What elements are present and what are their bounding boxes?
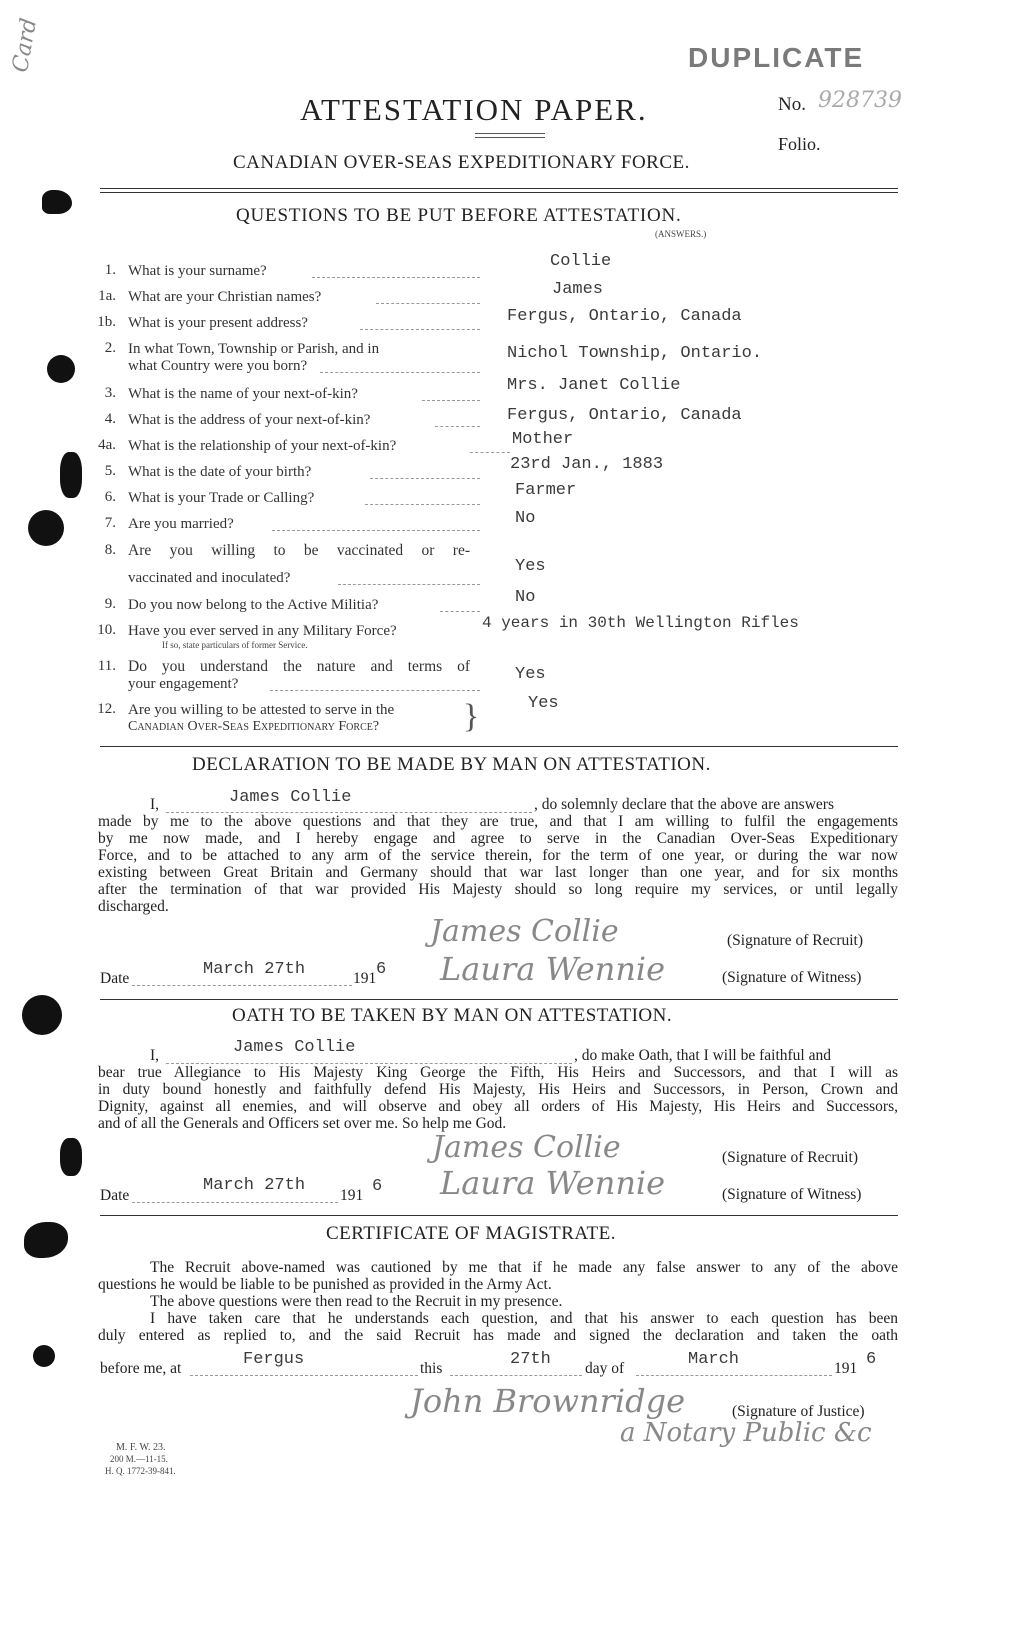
question-number: 3. xyxy=(104,385,116,401)
question-text: Are you married? xyxy=(128,516,234,532)
declaration-line: by me now made, and I hereby engage and agree to serve in the Canadian Over-Seas Expeditionary xyxy=(98,830,898,847)
leader-line xyxy=(470,452,510,453)
question-number: 1. xyxy=(104,262,116,278)
date-line xyxy=(132,985,352,986)
answer-text: Collie xyxy=(550,252,612,271)
page-title: ATTESTATION PAPER. xyxy=(300,92,648,127)
question-text-cont: Canadian Over-Seas Expeditionary Force? xyxy=(128,719,380,734)
punch-hole xyxy=(22,995,62,1035)
justice-signature: John Brownridge xyxy=(410,1382,685,1420)
question-number: 7. xyxy=(104,515,116,531)
leader-line xyxy=(422,400,480,401)
leader-line xyxy=(270,690,480,691)
question-number: 9. xyxy=(104,596,116,612)
place-value: Fergus xyxy=(243,1350,305,1369)
margin-note: Card xyxy=(8,16,43,75)
month-value: March xyxy=(688,1350,740,1369)
declaration-name: James Collie xyxy=(229,788,352,807)
answer-text: James xyxy=(552,280,604,299)
number-value: 928739 xyxy=(818,88,902,113)
question-text: In what Town, Township or Parish, and in xyxy=(128,341,380,357)
date-value: March 27th xyxy=(203,960,306,979)
question-number: 4. xyxy=(104,411,116,427)
question-text: What are your Christian names? xyxy=(128,289,322,305)
answer-text: 4 years in 30th Wellington Rifles xyxy=(482,614,799,632)
answer-text: Mrs. Janet Collie xyxy=(507,376,681,395)
section-divider xyxy=(100,1215,898,1216)
witness-signature: Laura Wennie xyxy=(440,1164,666,1202)
recruit-signature: James Collie xyxy=(430,914,619,949)
certificate-text: The Recruit above-named was cautioned by me that if he made any false answer to any of the above xyxy=(150,1259,898,1276)
justice-signature-label: (Signature of Justice) xyxy=(732,1403,865,1420)
day-line xyxy=(450,1375,582,1376)
answer-text: 23rd Jan., 1883 xyxy=(510,455,664,474)
year-digit: 6 xyxy=(376,960,387,979)
question-text: What is your surname? xyxy=(128,263,267,279)
question-number: 2. xyxy=(104,340,116,356)
question-text-cont: what Country were you born? xyxy=(128,358,308,374)
before-me-label: before me, at xyxy=(100,1360,182,1377)
answer-text: Fergus, Ontario, Canada xyxy=(507,406,742,425)
declaration-last-line: discharged. xyxy=(98,898,169,915)
declaration-line: Force, and to be attached to any arm of the service therein, for the term of one year, or during the war now xyxy=(98,847,898,864)
form-hq-ref: H. Q. 1772-39-841. xyxy=(105,1466,176,1476)
answer-text: Yes xyxy=(528,694,559,713)
justice-title: a Notary Public &c xyxy=(620,1418,872,1448)
declaration-i: I, xyxy=(150,796,160,813)
question-text: What is the date of your birth? xyxy=(128,464,312,480)
header-divider-2 xyxy=(100,192,898,193)
declaration-line: made by me to the above questions and that they are true, and that I am willing to fulfil the engagements xyxy=(98,813,898,830)
leader-line xyxy=(440,611,480,612)
question-text-cont: your engagement? xyxy=(128,676,239,692)
declaration-line: after the termination of that war provided His Majesty should so long require my services, or until legally xyxy=(98,881,898,898)
answer-text: Fergus, Ontario, Canada xyxy=(507,307,742,326)
question-number: 12. xyxy=(97,701,116,717)
page-subtitle: CANADIAN OVER-SEAS EXPEDITIONARY FORCE. xyxy=(233,152,690,173)
questions-heading: QUESTIONS TO BE PUT BEFORE ATTESTATION. xyxy=(236,205,682,226)
punch-hole xyxy=(42,190,72,214)
duplicate-stamp: DUPLICATE xyxy=(688,42,865,73)
date-label: Date xyxy=(100,970,130,987)
answer-text: Mother xyxy=(512,430,574,449)
form-print-run: 200 M.—11-15. xyxy=(110,1454,168,1464)
leader-line xyxy=(360,329,480,330)
answer-text: No xyxy=(515,588,536,607)
folio-label: Folio. xyxy=(778,134,821,154)
answer-text: Yes xyxy=(515,665,546,684)
place-line xyxy=(190,1375,418,1376)
question-number: 1a. xyxy=(98,288,116,304)
leader-line xyxy=(272,530,480,531)
question-text: Are you willing to be vaccinated or re- xyxy=(128,542,470,559)
declaration-line: existing between Great Britain and Germany should that war last longer than one year, and for six months xyxy=(98,864,898,881)
this-label: this xyxy=(420,1360,443,1377)
leader-line xyxy=(365,504,480,505)
oath-last-line: and of all the Generals and Officers set over me. So help me God. xyxy=(98,1115,507,1132)
declaration-line-1: , do solemnly declare that the above are answers xyxy=(534,796,834,813)
question-number: 1b. xyxy=(97,314,116,330)
punch-hole xyxy=(33,1345,55,1367)
punch-hole xyxy=(60,452,82,498)
oath-heading: OATH TO BE TAKEN BY MAN ON ATTESTATION. xyxy=(232,1005,673,1026)
oath-line: Dignity, against all enemies, and will observe and obey all orders of His Majesty, His Heirs and Successors, xyxy=(98,1098,898,1115)
question-text: What is the name of your next-of-kin? xyxy=(128,386,358,402)
leader-line xyxy=(320,372,480,373)
oath-line: in duty bound honestly and faithfully defend His Majesty, His Heirs and Successors, in Person, Crown and xyxy=(98,1081,898,1098)
declaration-heading: DECLARATION TO BE MADE BY MAN ON ATTESTATION. xyxy=(192,754,711,775)
answer-brace: } xyxy=(463,698,480,735)
year-prefix: 191 xyxy=(834,1360,858,1377)
punch-hole xyxy=(28,510,64,546)
question-number: 4a. xyxy=(98,437,116,453)
leader-line xyxy=(435,426,480,427)
question-text: What is your present address? xyxy=(128,315,308,331)
question-text: What is your Trade or Calling? xyxy=(128,490,315,506)
answer-text: No xyxy=(515,509,536,528)
question-note: If so, state particulars of former Service. xyxy=(162,640,308,650)
witness-signature: Laura Wennie xyxy=(440,950,666,988)
recruit-signature: James Collie xyxy=(432,1130,621,1165)
answer-text: Nichol Township, Ontario. xyxy=(507,344,763,363)
certificate-heading: CERTIFICATE OF MAGISTRATE. xyxy=(326,1223,617,1244)
punch-hole xyxy=(24,1222,68,1258)
question-number: 8. xyxy=(104,542,116,558)
year-digit: 6 xyxy=(866,1350,877,1369)
day-value: 27th xyxy=(510,1350,551,1369)
form-code: M. F. W. 23. xyxy=(116,1442,166,1453)
answer-text: Farmer xyxy=(515,481,577,500)
question-text: Do you now belong to the Active Militia? xyxy=(128,597,379,613)
year-prefix: 191 xyxy=(353,970,377,987)
oath-i: I, xyxy=(150,1047,160,1064)
section-divider xyxy=(100,746,898,747)
section-divider xyxy=(100,999,898,1000)
punch-hole xyxy=(47,355,75,383)
recruit-signature-label: (Signature of Recruit) xyxy=(727,932,864,949)
year-digit: 6 xyxy=(372,1177,383,1196)
oath-name: James Collie xyxy=(233,1038,356,1057)
leader-line xyxy=(338,584,480,585)
question-text: What is the address of your next-of-kin? xyxy=(128,412,371,428)
question-text: Do you understand the nature and terms of xyxy=(128,658,470,675)
day-of-label: day of xyxy=(585,1360,625,1377)
leader-line xyxy=(312,277,480,278)
witness-signature-label: (Signature of Witness) xyxy=(722,969,862,986)
leader-line xyxy=(376,303,480,304)
year-prefix: 191 xyxy=(340,1187,364,1204)
recruit-signature-label: (Signature of Recruit) xyxy=(722,1149,859,1166)
question-number: 11. xyxy=(97,658,116,674)
date-label: Date xyxy=(100,1187,130,1204)
question-number: 5. xyxy=(104,463,116,479)
date-value: March 27th xyxy=(203,1176,306,1195)
oath-line-1: , do make Oath, that I will be faithful and xyxy=(574,1047,831,1064)
certificate-text: I have taken care that he understands each question, and that his answer to each question has been xyxy=(150,1310,898,1327)
question-number: 6. xyxy=(104,489,116,505)
answers-label: (ANSWERS.) xyxy=(655,229,707,239)
oath-line: bear true Allegiance to His Majesty King George the Fifth, His Heirs and Successors, and that I will as xyxy=(98,1064,898,1081)
question-text: What is the relationship of your next-of-kin? xyxy=(128,438,397,454)
certificate-text: questions he would be liable to be punished as provided in the Army Act. xyxy=(98,1276,552,1293)
punch-hole xyxy=(60,1138,82,1176)
answer-text: Yes xyxy=(515,557,546,576)
number-label: No. xyxy=(778,94,806,115)
leader-line xyxy=(370,478,480,479)
question-text-cont: vaccinated and inoculated? xyxy=(128,570,291,586)
certificate-text: The above questions were then read to the Recruit in my presence. xyxy=(150,1293,563,1310)
certificate-text: duly entered as replied to, and the said Recruit has made and signed the declaration and taken the oath xyxy=(98,1327,898,1344)
question-text: Are you willing to be attested to serve in the xyxy=(128,702,395,718)
date-line xyxy=(132,1202,338,1203)
question-number: 10. xyxy=(97,622,116,638)
question-text: Have you ever served in any Military Force? xyxy=(128,623,397,639)
witness-signature-label: (Signature of Witness) xyxy=(722,1186,862,1203)
month-line xyxy=(636,1375,832,1376)
title-ornament xyxy=(475,133,545,138)
header-divider xyxy=(100,188,898,189)
